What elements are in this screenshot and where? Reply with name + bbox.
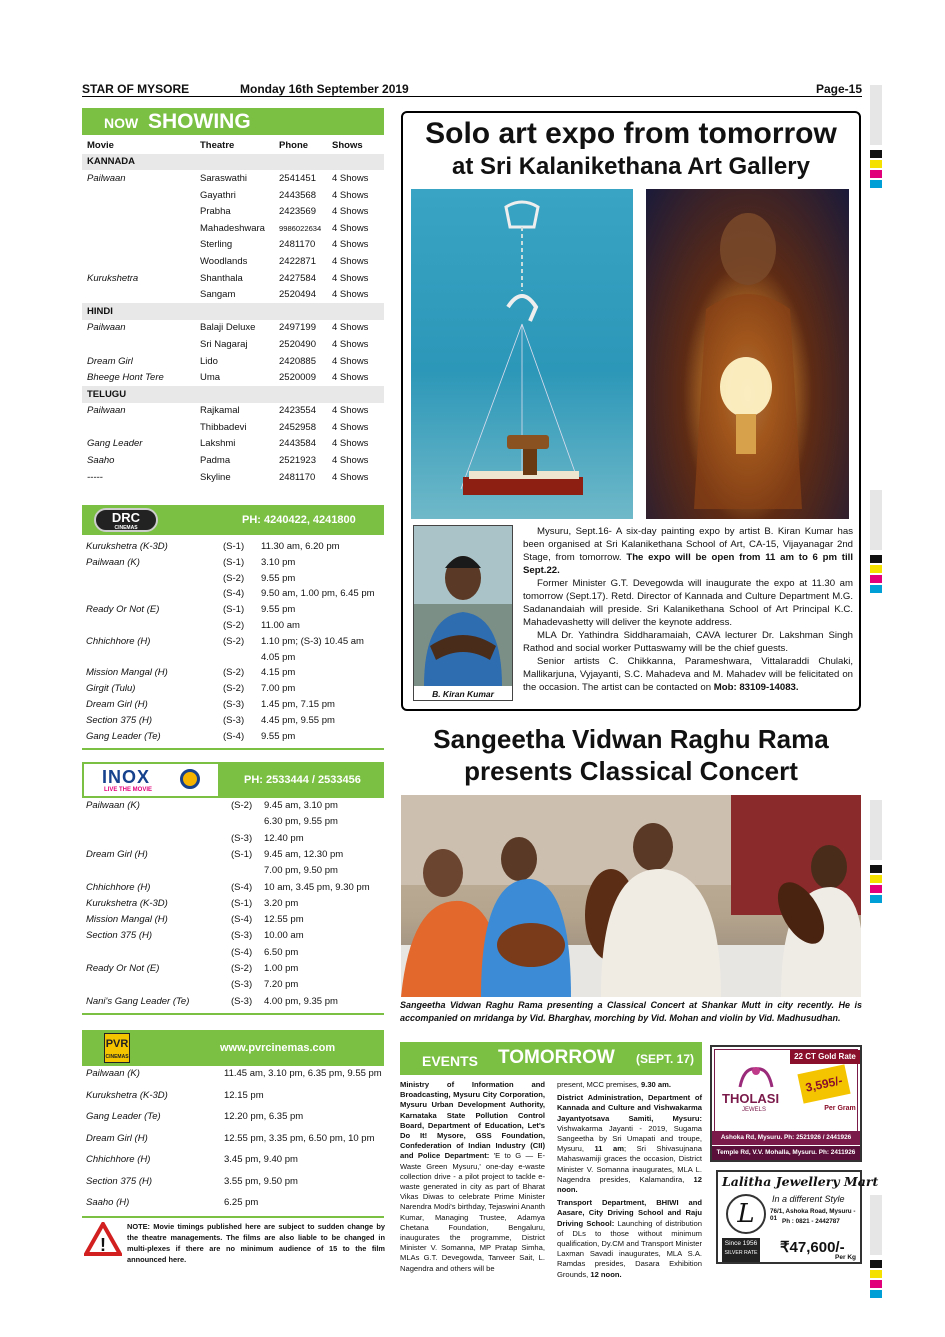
table-row	[82, 220, 384, 237]
shows-cell: 4 Shows	[332, 289, 369, 301]
pvr-schedule	[86, 1068, 384, 1216]
events-column-2	[557, 1080, 702, 1280]
inox-globe-icon	[180, 769, 200, 789]
movie-title: Dream Girl (H)	[86, 1132, 148, 1144]
tholasi-brand: THOLASI	[722, 1091, 780, 1106]
movie-cell	[82, 237, 200, 254]
art-para-3: MLA Dr. Yathindra Siddharamaiah, CAVA lecturer Dr. Lakshman Singh Rathod and social worker Puttaswamy will be the chief guests.	[523, 630, 853, 654]
phone-cell: 2443568	[279, 189, 316, 201]
issue-date: Monday 16th September 2019	[240, 82, 409, 96]
drc-header	[82, 505, 384, 535]
shows-cell: 4 Shows	[332, 239, 369, 251]
table-row	[82, 187, 384, 204]
concert-headline-2: presents Classical Concert	[464, 756, 798, 786]
swatch-magenta	[870, 1280, 882, 1288]
show-times: 12.20 pm, 6.35 pm	[224, 1111, 304, 1122]
movie-title: Chhichhore (H)	[86, 1154, 151, 1165]
timings-note: NOTE: Movie timings published here are subject to sudden change by the theatre managements. The films are also liable to be changed in multi-plexes if there are no minimum audience of 15 to the film announced here.	[127, 1222, 385, 1264]
table-row	[82, 286, 384, 303]
inox-phone: PH: 2533444 / 2533456	[218, 764, 382, 796]
movie-title: Pailwaan (K)	[86, 1068, 140, 1079]
now-showing-header	[82, 108, 384, 135]
theatre-cell: Padma	[200, 455, 231, 467]
phone-cell: 2423554	[279, 405, 316, 417]
movie-cell: Dream Girl	[87, 355, 133, 367]
inox-tagline: LIVE THE MOVIE	[104, 787, 153, 793]
concert-caption: Sangeetha Vidwan Raghu Rama presenting a Classical Concert at Shankar Mutt in city recently. He is accompanied on mridanga by Vid. Bharghav, morching by Vid. Mohan and violin by Vid. Madhusudhan.	[400, 1000, 862, 1023]
swatch-cyan	[870, 1290, 882, 1298]
events-header	[400, 1042, 702, 1075]
swatch-yellow	[870, 565, 882, 573]
movie-cell: Pailwaan	[87, 322, 126, 334]
silver-unit: Per Kg	[835, 1254, 856, 1261]
table-row	[82, 170, 384, 187]
swatch-magenta	[870, 170, 882, 178]
phone-cell: 2427584	[279, 272, 316, 284]
art-expo-hours: The expo will be open from 11 am to 6 pm till Sept.22.	[523, 552, 853, 576]
screen-number: (S-3)	[231, 979, 253, 991]
table-row	[82, 369, 384, 386]
lalitha-phone: Ph : 0821 - 2442787	[782, 1218, 840, 1225]
concert-headline-1: Sangeetha Vidwan Raghu Rama	[433, 724, 829, 754]
drc-phone: PH: 4240422, 4241800	[242, 514, 356, 526]
show-times: 9.50 am, 1.00 pm, 6.45 pm	[261, 588, 375, 600]
shows-cell: 4 Shows	[332, 255, 369, 267]
phone-cell: 2420885	[279, 355, 316, 367]
shows-cell: 4 Shows	[332, 455, 369, 467]
movie-title: Dream Girl (H)	[86, 848, 148, 860]
table-row	[82, 452, 384, 469]
event-2-time-a: 11 am	[594, 1144, 624, 1154]
art-expo-box	[401, 111, 861, 711]
drc-logo: DRC CINEMAS	[94, 508, 158, 532]
show-times: 11.00 am	[261, 620, 300, 631]
movie-title: Pailwaan (K)	[86, 800, 140, 811]
theatre-cell: Prabha	[200, 206, 231, 218]
show-times: 11.45 am, 3.10 pm, 6.35 pm, 9.55 pm	[224, 1068, 382, 1079]
swatch-black	[870, 865, 882, 873]
movie-cell	[82, 220, 200, 237]
table-row	[82, 336, 384, 353]
events-title-b: TOMORROW	[498, 1047, 615, 1068]
table-row	[82, 353, 384, 370]
table-row	[82, 270, 384, 287]
screen-number: (S-2)	[223, 572, 245, 584]
shows-cell: 4 Shows	[332, 372, 369, 384]
shows-cell: 4 Shows	[332, 322, 369, 334]
registration-bar	[870, 85, 882, 145]
theatre-cell: Balaji Deluxe	[200, 322, 256, 334]
pvr-header	[82, 1030, 384, 1066]
swatch-black	[870, 150, 882, 158]
swatch-yellow	[870, 875, 882, 883]
movie-cell	[82, 286, 200, 303]
table-row	[82, 237, 384, 254]
show-times: 7.00 pm, 9.50 pm	[264, 865, 338, 877]
events-title-a: EVENTS	[422, 1053, 479, 1069]
show-times: 1.00 pm	[264, 963, 299, 974]
event-1-venue: present, MCC premises,	[557, 1080, 641, 1089]
svg-text:!: !	[100, 1235, 106, 1255]
movie-title: Chhichhore (H)	[86, 635, 151, 647]
movie-cell: Kurukshetra	[87, 272, 139, 284]
screen-number: (S-3)	[231, 832, 253, 844]
swatch-black	[870, 555, 882, 563]
paper-name: STAR OF MYSORE	[82, 82, 190, 96]
shows-cell: 4 Shows	[332, 471, 369, 483]
movie-title: Pailwaan (K)	[86, 556, 140, 568]
show-times: 12.55 pm	[264, 914, 304, 926]
art-headline-1: Solo art expo from tomorrow	[425, 117, 837, 150]
screen-number: (S-4)	[231, 946, 253, 958]
tholasi-logo-icon	[736, 1063, 776, 1089]
shows-cell: 4 Shows	[332, 189, 369, 201]
table-row	[82, 320, 384, 337]
movie-cell	[82, 419, 200, 436]
phone-cell: 2497199	[279, 322, 316, 334]
inox-logo: INOX	[102, 767, 151, 787]
artist-caption: B. Kiran Kumar	[432, 689, 494, 699]
event-2-body-b: ; Sri Shivasujnana Mahaswamiji graces the occasion, District Minister V. Somanna inaugurates, MLA L. Nagendra presides, Kalamandira,	[557, 1144, 702, 1184]
art-headline-2: at Sri Kalanikethana Art Gallery	[452, 153, 810, 180]
now-showing-table	[82, 137, 384, 485]
events-column-1	[400, 1080, 545, 1274]
table-row	[82, 403, 384, 420]
lalitha-since-badge: Since 1956 SILVER RATE	[722, 1238, 760, 1262]
show-times: 7.20 pm	[264, 979, 299, 991]
screen-number: (S-1)	[223, 556, 245, 568]
gold-price: 3,595/-	[797, 1064, 850, 1103]
screen-number: (S-4)	[223, 588, 245, 600]
show-times: 3.10 pm	[261, 556, 296, 568]
show-times: 6.25 pm	[224, 1197, 259, 1208]
table-row	[82, 419, 384, 436]
screen-number: (S-1)	[231, 897, 253, 909]
event-2-organizers: District Administration, Department of Kannada and Culture and Vishwakarma Jayantyotsava Samiti, Mysuru:	[557, 1093, 702, 1123]
show-times: 9.55 pm	[261, 604, 296, 616]
screen-number: (S-4)	[231, 914, 253, 926]
show-times: 4.45 pm, 9.55 pm	[261, 714, 335, 726]
concert-photo	[401, 795, 861, 997]
drc-schedule	[86, 541, 384, 747]
swatch-yellow	[870, 160, 882, 168]
col-phone: Phone	[279, 139, 309, 151]
phone-cell: 2443584	[279, 438, 316, 450]
show-times: 9.45 am, 12.30 pm	[264, 848, 344, 860]
now-showing-title-b: SHOWING	[148, 110, 251, 133]
col-theatre: Theatre	[200, 139, 235, 151]
screen-number: (S-3)	[231, 930, 253, 942]
shows-cell: 4 Shows	[332, 338, 369, 350]
event-1-organizers: Ministry of Information and Broadcasting, Mysuru City Corporation, Mysuru Urban Development Authority, Karnataka State Pollution Control Board, Department of Education, Let's Do It! Mysore, GSS Foundation, Confederation of Indian Industry (CII) and Police Department:	[400, 1080, 545, 1161]
language-group-row	[82, 386, 384, 403]
movie-title: Section 375 (H)	[86, 714, 153, 726]
theatre-cell: Shanthala	[200, 272, 243, 284]
movie-title: Section 375 (H)	[86, 930, 153, 942]
movie-title: Ready Or Not (E)	[86, 963, 160, 974]
movie-title: Girgit (Tulu)	[86, 683, 136, 695]
event-3-time: 12 noon.	[590, 1269, 622, 1279]
painting-justice-scale	[411, 189, 633, 519]
phone-cell: 2520494	[279, 289, 316, 301]
show-times: 10.00 am	[264, 930, 304, 942]
phone-cell: 9986022634	[279, 223, 322, 233]
now-showing-title-a: NOW	[104, 115, 139, 131]
art-para-4: Senior artists C. Chikkanna, Parameshwara, Vittalaraddi Chulaki, Mallikarjuna, Vyjayanti, S.C. Mahadeva and M. Mahadev will be felicitated on the occasion. The artist can be contacted on	[523, 656, 853, 693]
show-times: 4.00 pm, 9.35 pm	[264, 995, 338, 1007]
theatre-cell: Lido	[200, 355, 218, 367]
show-times: 1.45 pm, 7.15 pm	[261, 699, 335, 710]
movie-title: Kurukshetra (K-3D)	[86, 1089, 168, 1101]
shows-cell: 4 Shows	[332, 206, 369, 218]
pvr-logo: PVR CINEMAS	[104, 1033, 130, 1063]
phone-cell: 2481170	[279, 239, 316, 251]
shows-cell: 4 Shows	[332, 421, 369, 433]
tholasi-address-1: Ashoka Rd, Mysuru. Ph: 2521926 / 2441926	[712, 1131, 860, 1145]
show-times: 9.55 pm	[261, 730, 296, 742]
shows-cell: 4 Shows	[332, 222, 369, 234]
screen-number: (S-2)	[231, 963, 253, 974]
show-times: 4.05 pm	[261, 651, 296, 663]
shows-cell: 4 Shows	[332, 438, 369, 450]
show-times: 12.55 pm, 3.35 pm, 6.50 pm, 10 pm	[224, 1132, 375, 1144]
theatre-cell: Woodlands	[200, 255, 248, 267]
divider	[82, 1013, 384, 1015]
table-row	[82, 469, 384, 486]
shows-cell: 4 Shows	[332, 172, 369, 184]
tholasi-ad	[710, 1045, 862, 1162]
event-3-body: Launching of distribution of DLs to those without minimum qualification, Dy.CM and Transport Minister Laxman Savadi inaugurates, MLA S.A. Ramdas presides, Dasara Exhibition Grounds,	[557, 1218, 702, 1279]
phone-cell: 2481170	[279, 471, 316, 483]
show-times: 6.50 pm	[264, 946, 299, 958]
divider	[82, 748, 384, 750]
event-1-body: 'E to G — E-Waste Green Mysuru,' one-day e-waste collection drive - a pilot project to tackle e-waste generated in city as part of Bharat Vikas Diwas to celebrate Prime Minister Narendra Modi's birthday, Tejaswini Ananth Kumar, Managing Trustee, Adamya Chetana Foundation, Bengaluru, inaugurates the programme, District Minister V. Somanna, MP Pratap Simha, MLAs G.T. Devegowda, Tanveer Sait, L. Nagendra and others will be	[400, 1151, 545, 1273]
screen-number: (S-1)	[223, 604, 245, 616]
artist-photo	[413, 525, 513, 701]
show-times: 4.15 pm	[261, 667, 296, 679]
movie-title: Ready Or Not (E)	[86, 604, 160, 616]
lalitha-ad	[716, 1170, 879, 1264]
col-shows: Shows	[332, 139, 363, 151]
movie-cell: Gang Leader	[87, 438, 143, 450]
movie-title: Mission Mangal (H)	[86, 914, 168, 926]
movie-title: Dream Girl (H)	[86, 699, 148, 710]
movie-cell: -----	[87, 471, 103, 483]
shows-cell: 4 Shows	[332, 355, 369, 367]
artist-contact: Mob: 83109-14083.	[713, 682, 799, 693]
show-times: 3.20 pm	[264, 897, 299, 909]
movie-cell: Pailwaan	[87, 172, 126, 184]
theatre-cell: Sangam	[200, 289, 236, 301]
show-times: 7.00 pm	[261, 683, 296, 695]
movie-title: Kurukshetra (K-3D)	[86, 541, 168, 552]
phone-cell: 2452958	[279, 421, 316, 433]
screen-number: (S-4)	[231, 881, 253, 893]
registration-bar	[870, 800, 882, 860]
phone-cell: 2423569	[279, 206, 316, 218]
screen-number: (S-2)	[223, 620, 245, 631]
swatch-cyan	[870, 180, 882, 188]
lalitha-monogram-icon: L	[726, 1194, 766, 1234]
screen-number: (S-2)	[223, 683, 245, 695]
theatre-cell: Rajkamal	[200, 405, 240, 417]
show-times: 12.40 pm	[264, 832, 304, 844]
show-times: 3.55 pm, 9.50 pm	[224, 1175, 298, 1187]
painting-woman-with-lamp	[646, 189, 849, 519]
inox-header	[82, 762, 384, 798]
event-1-time: 9.30 am.	[640, 1080, 671, 1089]
swatch-cyan	[870, 585, 882, 593]
shows-cell: 4 Shows	[332, 405, 369, 417]
art-para-1: Mysuru, Sept.16- A six-day painting expo by artist B. Kiran Kumar has been organised at Sri Kalanikethana School of Art, CA-15, Vijayanagar 2nd Stage, from tomorrow.	[523, 526, 853, 563]
screen-number: (S-4)	[223, 730, 245, 742]
theatre-cell: Sri Nagaraj	[200, 338, 248, 350]
phone-cell: 2520490	[279, 338, 316, 350]
phone-cell: 2521923	[279, 455, 316, 467]
tholasi-jewels: JEWELS	[742, 1107, 767, 1113]
event-2-body-a: Vishwakarma Jayanti - 2019, Sugama Sangeetha by Sri Umapati and troupe, Mysuru,	[557, 1123, 702, 1154]
movie-title: Gang Leader (Te)	[86, 730, 161, 742]
movie-cell	[82, 253, 200, 270]
language-label: KANNADA	[82, 154, 384, 171]
registration-bar	[870, 1195, 882, 1255]
warning-icon	[84, 1222, 122, 1256]
silver-price: ₹47,600/-	[780, 1239, 845, 1256]
phone-cell: 2422871	[279, 255, 316, 267]
gold-rate-label: 22 CT Gold Rate	[790, 1050, 860, 1064]
show-times: 3.45 pm, 9.40 pm	[224, 1154, 298, 1165]
movie-title: Kurukshetra (K-3D)	[86, 897, 168, 909]
theatre-cell: Uma	[200, 372, 221, 384]
movie-title: Chhichhore (H)	[86, 881, 151, 893]
swatch-yellow	[870, 1270, 882, 1278]
movie-cell	[82, 203, 200, 220]
art-para-2: Former Minister G.T. Devegowda will inaugurate the expo at 11.30 am tomorrow (Sept.17). Retd. Director of Kannada and Culture Department M.G. Sadanandaiah will preside. Sri Kalanikethana School of Art Principal K.C. Mahadevashetty will deliver the keynote address.	[523, 578, 853, 628]
theatre-cell: Mahadeshwara	[200, 222, 265, 234]
lalitha-brand: Lalitha Jewellery Mart	[722, 1174, 879, 1189]
movie-cell: Pailwaan	[87, 405, 126, 417]
screen-number: (S-1)	[231, 848, 253, 860]
language-group-row	[82, 303, 384, 320]
language-group-row	[82, 154, 384, 171]
tholasi-address-2: Temple Rd, V.V. Mohalla, Mysuru. Ph: 2411926	[712, 1146, 860, 1160]
movie-cell: Saaho	[87, 455, 115, 467]
show-times: 12.15 pm	[224, 1089, 264, 1101]
swatch-cyan	[870, 895, 882, 903]
screen-number: (S-2)	[231, 800, 253, 811]
table-row	[82, 253, 384, 270]
swatch-black	[870, 1260, 882, 1268]
language-label: HINDI	[82, 303, 384, 320]
event-2-time-b: 12 noon.	[557, 1174, 702, 1195]
phone-cell: 2520009	[279, 372, 316, 384]
screen-number: (S-2)	[223, 667, 245, 679]
movie-title: Section 375 (H)	[86, 1175, 153, 1187]
swatch-magenta	[870, 575, 882, 583]
event-3-organizers: Transport Department, BHIWI and Aasare, City Driving School and Raju Driving School:	[557, 1198, 702, 1228]
table-row	[82, 436, 384, 453]
movie-cell: Bheege Hont Tere	[87, 372, 164, 384]
table-row	[82, 203, 384, 220]
col-movie: Movie	[87, 139, 114, 151]
movie-cell	[82, 187, 200, 204]
inox-schedule	[86, 800, 384, 1012]
lalitha-address: 76/1, Ashoka Road, Mysuru - 01	[770, 1208, 856, 1222]
theatre-cell: Thibbadevi	[200, 421, 247, 433]
pvr-website[interactable]: www.pvrcinemas.com	[220, 1042, 336, 1054]
theatre-cell: Skyline	[200, 471, 231, 483]
page-header	[82, 80, 862, 97]
movie-cell	[82, 336, 200, 353]
registration-bar	[870, 490, 882, 550]
gold-unit: Per Gram	[824, 1105, 856, 1112]
shows-cell: 4 Shows	[332, 272, 369, 284]
show-times: 9.55 pm	[261, 572, 296, 584]
screen-number: (S-3)	[223, 699, 245, 710]
show-times: 11.30 am, 6.20 pm	[261, 541, 340, 552]
show-times: 9.45 am, 3.10 pm	[264, 800, 338, 811]
movie-title: Gang Leader (Te)	[86, 1111, 161, 1122]
events-title-date: (SEPT. 17)	[636, 1052, 695, 1066]
theatre-cell: Sterling	[200, 239, 233, 251]
screen-number: (S-2)	[223, 635, 245, 647]
language-label: TELUGU	[82, 386, 384, 403]
lalitha-tagline: In a different Style	[772, 1194, 845, 1204]
movie-title: Mission Mangal (H)	[86, 667, 168, 679]
screen-number: (S-1)	[223, 541, 245, 552]
movie-title: Saaho (H)	[86, 1197, 130, 1208]
page-number: Page-15	[815, 82, 862, 96]
show-times: 6.30 pm, 9.55 pm	[264, 816, 338, 828]
screen-number: (S-3)	[223, 714, 245, 726]
art-story	[523, 525, 853, 694]
divider	[82, 1216, 384, 1218]
phone-cell: 2541451	[279, 172, 316, 184]
theatre-cell: Lakshmi	[200, 438, 236, 450]
movie-title: Nani's Gang Leader (Te)	[86, 995, 190, 1007]
show-times: 1.10 pm; (S-3) 10.45 am	[261, 635, 364, 647]
theatre-cell: Saraswathi	[200, 172, 247, 184]
swatch-magenta	[870, 885, 882, 893]
screen-number: (S-3)	[231, 995, 253, 1007]
show-times: 10 am, 3.45 pm, 9.30 pm	[264, 881, 370, 893]
theatre-cell: Gayathri	[200, 189, 236, 201]
